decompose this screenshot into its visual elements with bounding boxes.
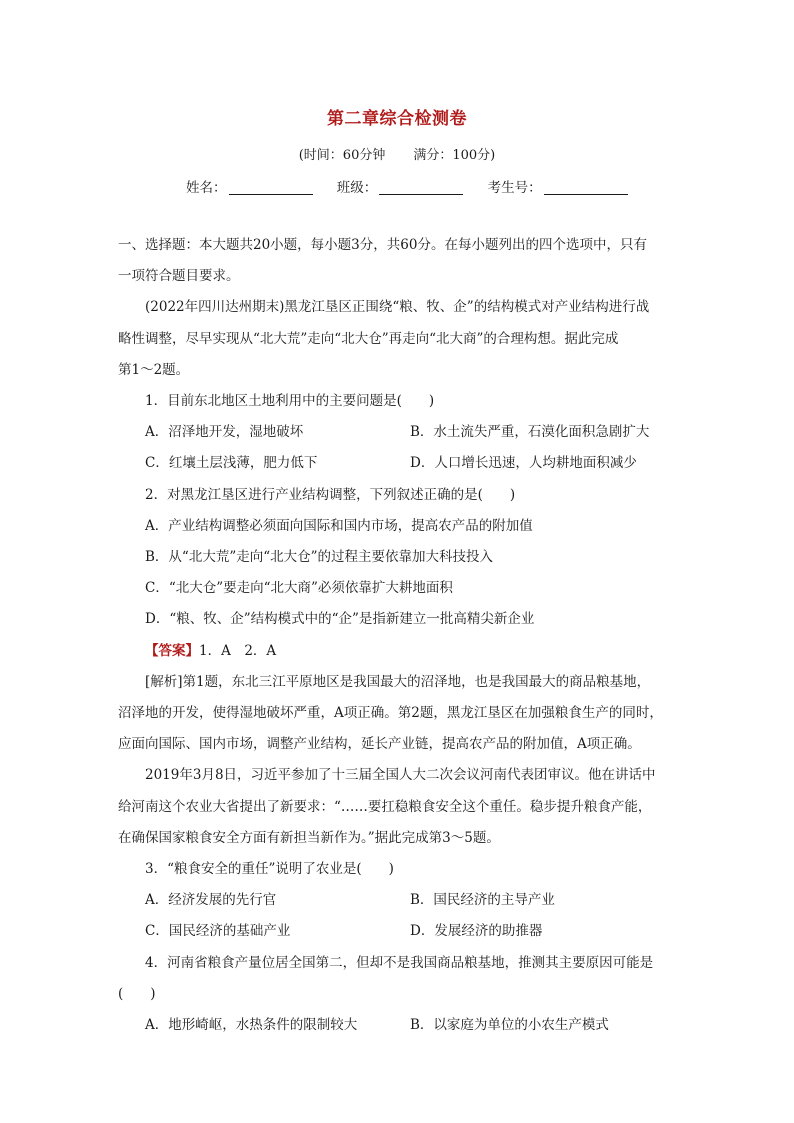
q3-option-c[interactable]: C．国民经济的基础产业: [145, 923, 291, 940]
id-field[interactable]: 考生号：: [488, 176, 628, 196]
q4-option-a[interactable]: A．地形崎岖，水热条件的限制较大: [145, 1017, 358, 1034]
material-1-cont: 略性调整，尽早实现从“北大荒”走向“北大仓”再走向“北大商”的合理构想。据此完成: [118, 330, 619, 347]
answer-tag: 【答案】: [145, 642, 199, 659]
page-title: 第二章综合检测卷: [327, 109, 467, 129]
q3-option-b[interactable]: B．国民经济的主导产业: [410, 892, 555, 909]
section-heading: 一、选择题：本大题共20小题，每小题3分，共60分。在每小题列出的四个选项中，只有: [118, 237, 647, 253]
question-1-stem: 1．目前东北地区土地利用中的主要问题是( ): [145, 393, 435, 410]
q1-option-a[interactable]: A．沼泽地开发，湿地破坏: [145, 424, 304, 441]
question-1-options-row: [118, 448, 688, 479]
material-1: (2022年四川达州期末)黑龙江垦区正围绕“粮、牧、企”的结构模式对产业结构进行战: [145, 299, 650, 316]
name-field[interactable]: 姓名：: [186, 176, 313, 196]
q2-option-c[interactable]: C．“北大仓”要走向“北大商”必须依靠扩大耕地面积: [145, 580, 453, 597]
q1-option-b[interactable]: B．水土流失严重，石漠化面积急剧扩大: [410, 424, 650, 441]
exam-time: (时间：60分钟: [298, 148, 386, 163]
material-1-cont: 第1～2题。: [118, 361, 190, 378]
id-blank[interactable]: [544, 180, 628, 195]
analysis: [解析]第1题，东北三江平原地区是我国最大的沼泽地，也是我国最大的商品粮基地，: [145, 673, 651, 690]
question-4-stem: 4．河南省粮食产量位居全国第二，但却不是我国商品粮基地，推测其主要原因可能是: [145, 954, 654, 971]
question-1-options-row: [118, 417, 688, 448]
q3-option-a[interactable]: A．经济发展的先行官: [145, 892, 277, 909]
class-blank[interactable]: [379, 180, 463, 195]
q1-option-d[interactable]: D．人口增长迅速，人均耕地面积减少: [410, 455, 637, 472]
q2-option-a[interactable]: A．产业结构调整必须面向国际和国内市场，提高农产品的附加值: [145, 517, 533, 534]
q2-option-d[interactable]: D．“粮、牧、企”结构模式中的“企”是指新建立一批高精尖新企业: [145, 611, 535, 628]
material-2-cont: 给河南这个农业大省提出了新要求：“……要扛稳粮食安全这个重任。稳步提升粮食产能，: [118, 798, 652, 815]
question-4-stem-cont: ( ): [118, 985, 156, 1002]
name-blank[interactable]: [229, 180, 313, 195]
question-2-stem: 2．对黑龙江垦区进行产业结构调整，下列叙述正确的是( ): [145, 486, 516, 503]
exam-score: 满分：100分): [413, 148, 496, 163]
q4-option-b[interactable]: B．以家庭为单位的小农生产模式: [410, 1017, 609, 1034]
material-2: 2019年3月8日，习近平参加了十三届全国人大二次会议河南代表团审议。他在讲话中: [145, 767, 656, 784]
question-4-options-row: [118, 1010, 688, 1041]
q1-option-c[interactable]: C．红壤土层浅薄，肥力低下: [145, 455, 318, 472]
question-3-stem: 3．“粮食安全的重任”说明了农业是( ): [145, 861, 394, 878]
analysis-cont: 沼泽地的开发，使得湿地破坏严重，A项正确。第2题，黑龙江垦区在加强粮食生产的同时，: [118, 705, 663, 722]
material-2-cont: 在确保国家粮食安全方面有新担当新作为。”据此完成第3～5题。: [118, 829, 500, 846]
section-heading-cont: 一项符合题目要求。: [118, 268, 240, 285]
exam-info: [0, 144, 794, 163]
class-field[interactable]: 班级：: [337, 176, 464, 196]
answer-text: 1．A 2．A: [199, 642, 277, 659]
student-fields: [186, 176, 646, 196]
question-3-options-row: [118, 916, 688, 947]
q3-option-d[interactable]: D．发展经济的助推器: [410, 923, 543, 940]
answer-line: [118, 636, 688, 667]
question-3-options-row: [118, 885, 688, 916]
section-choice: [118, 230, 688, 1041]
analysis-cont: 应面向国际、国内市场，调整产业结构，延长产业链，提高农产品的附加值，A项正确。: [118, 736, 641, 753]
q2-option-b[interactable]: B．从“北大荒”走向“北大仓”的过程主要依靠加大科技投入: [145, 549, 494, 566]
